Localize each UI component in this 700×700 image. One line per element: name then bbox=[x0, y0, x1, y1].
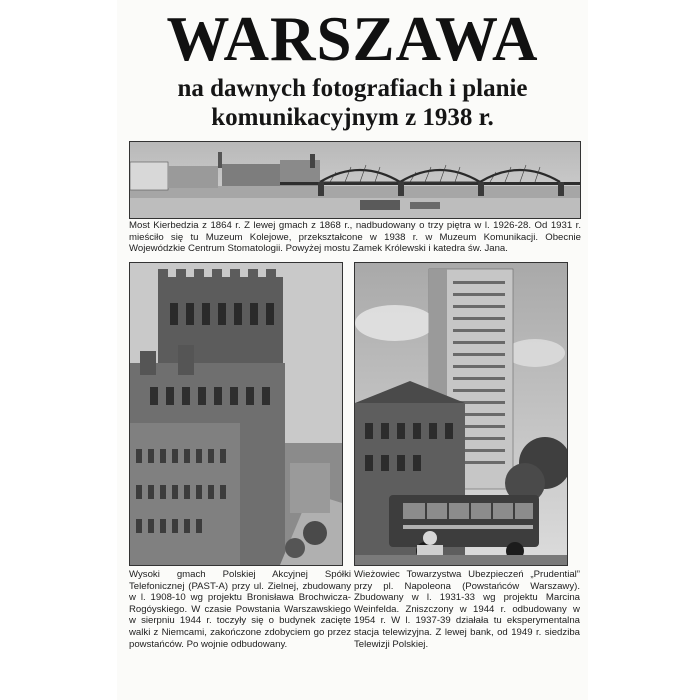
caption-left: Wysoki gmach Polskiej Akcyjnej Spółki Telefonicznej (PAST-A) przy ul. Zielnej, zbudowany w l. 1908-10 wg projektu Bronisława Brochwicza-Rogóyskiego. W czasie Powstania Warszawskiego w sierpniu 1944 r. toczyły się o budynek zacięte walki z Niemcami, zakończone zdobyciem go przez powstańców. Po wojnie odbudowany. bbox=[129, 569, 351, 650]
caption-top: Most Kierbedzia z 1864 r. Z lewej gmach z 1868 r., nadbudowany o trzy piętra w l. 1926-28. Od 1931 r. mieściło się tu Muzeum Kolejowe, przekształcone w 1938 r. w Muzeum Komunikacji. Obecnie Wojewódzkie Centrum Stomatologii. Powyżej mostu Zamek Królewski i katedra św. Jana. bbox=[129, 220, 581, 255]
bridge-photo bbox=[129, 141, 581, 219]
cover-subtitle bbox=[117, 74, 588, 132]
subtitle-line-2: komunikacyjnym z 1938 r. bbox=[211, 104, 494, 131]
prudential-tower-photo bbox=[354, 262, 568, 566]
caption-right: Wieżowiec Towarzystwa Ubezpieczeń „Prudential” przy pl. Napoleona (Powstańców Warszawy). Zbudowany w l. 1931-33 wg projektu Marcina Weinfelda. Zniszczony w 1944 r. odbudowany w 1954 r. W l. 1937-39 działała tu eksperymentalna stacja telewizyjna. Z lewej bank, od 1949 r. siedziba Telewizji Polskiej. bbox=[354, 569, 580, 650]
book-cover bbox=[117, 0, 588, 700]
past-building-photo bbox=[129, 262, 343, 566]
subtitle-line-1: na dawnych fotografiach i planie bbox=[177, 75, 528, 102]
cover-title: WARSZAWA bbox=[166, 4, 539, 74]
